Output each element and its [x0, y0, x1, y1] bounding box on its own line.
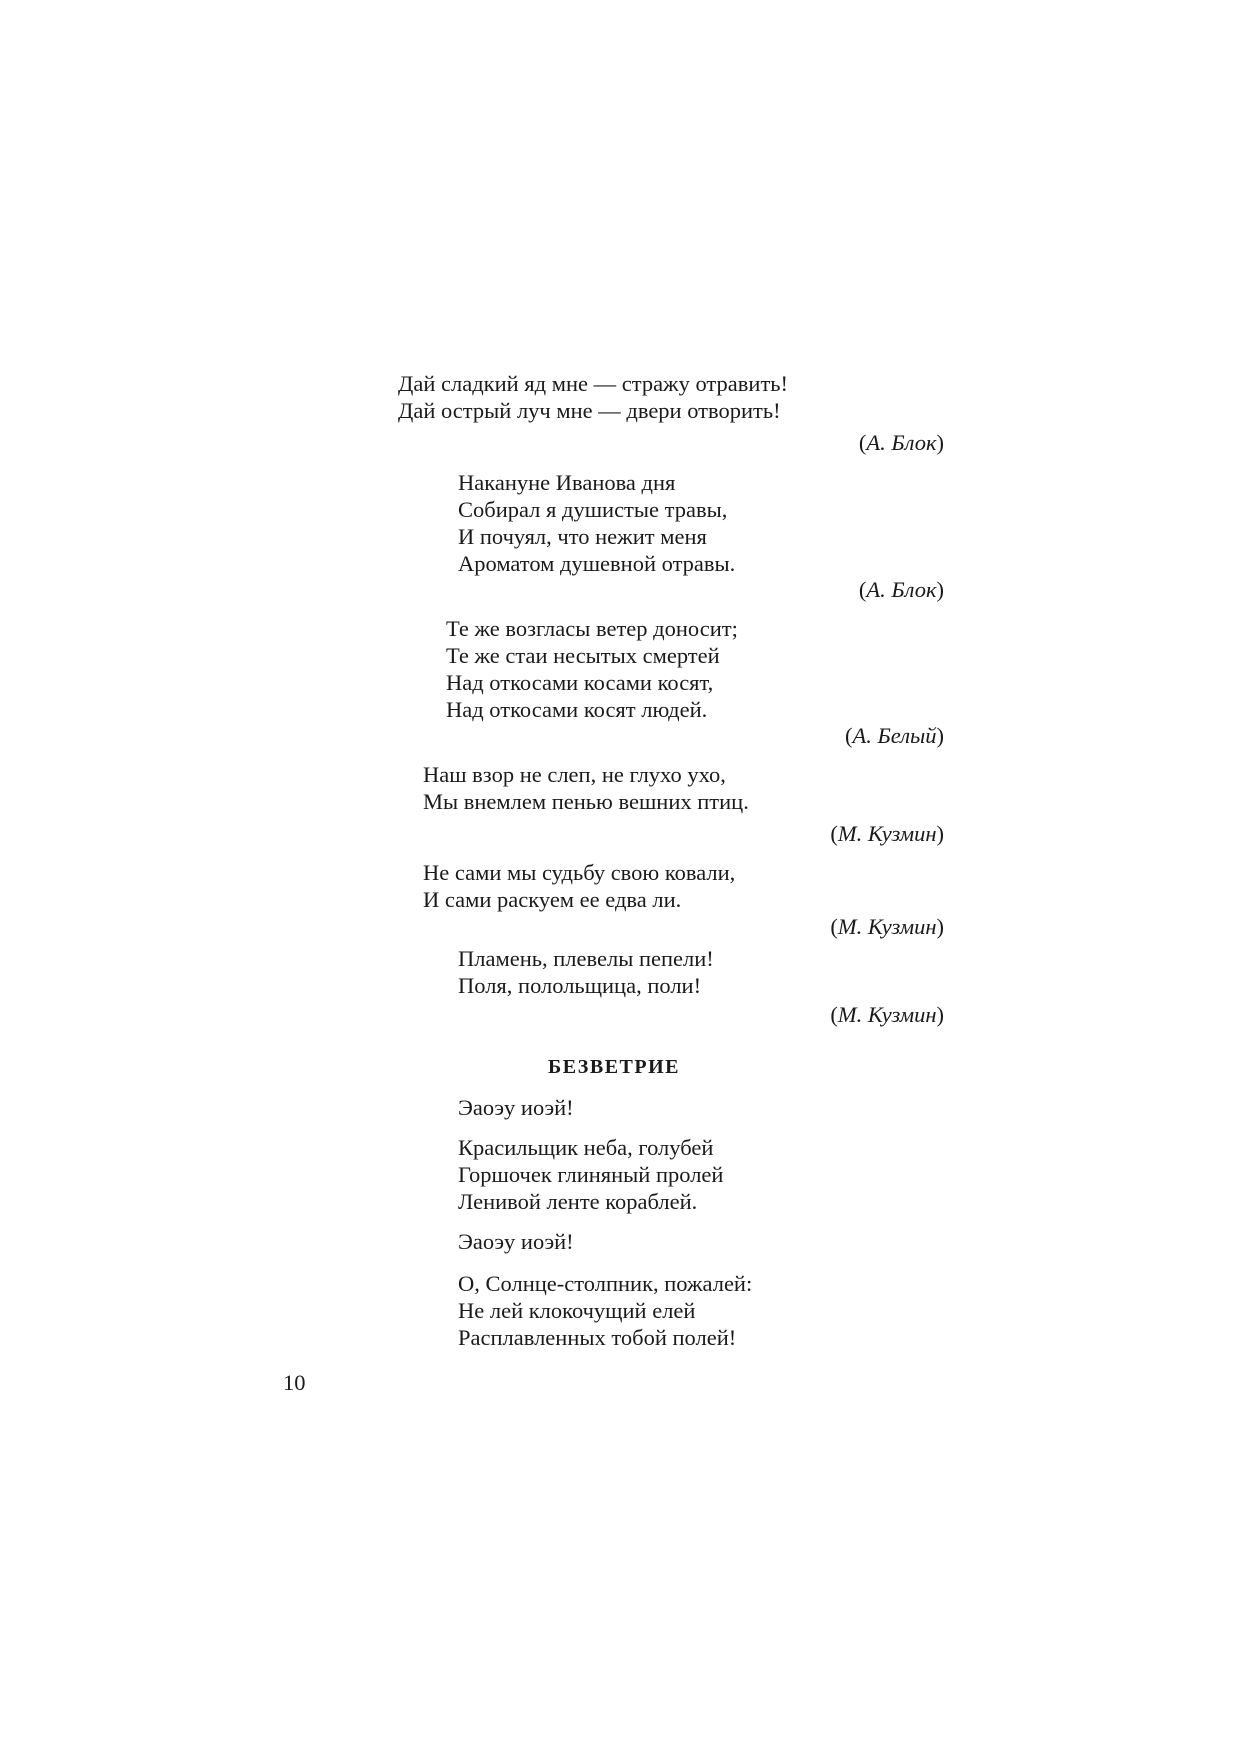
epigraph-2-line-1: Накануне Иванова дня — [458, 470, 676, 495]
attribution-author: А. Блок — [866, 577, 937, 602]
stanza-4-line-2: Не лей клокочущий елей — [458, 1298, 696, 1323]
epigraph-3-line-1: Те же возгласы ветер доносит; — [446, 616, 738, 641]
stanza-2-line-2: Горшочек глиняный пролей — [458, 1162, 724, 1187]
stanza-2-line-1: Красильщик неба, голубей — [458, 1135, 714, 1160]
epigraph-1-attribution: (А. Блок) — [858, 430, 944, 455]
page-number: 10 — [283, 1370, 306, 1395]
epigraph-6-attribution: (М. Кузмин) — [830, 1002, 944, 1027]
epigraph-1-line-2: Дай острый луч мне — двери отворить! — [398, 398, 781, 423]
epigraph-4-line-2: Мы внемлем пенью вешних птиц. — [423, 789, 749, 814]
epigraph-5-attribution: (М. Кузмин) — [830, 914, 944, 939]
stanza-4-line-1: О, Солнце-столпник, пожалей: — [458, 1271, 753, 1296]
attribution-author: А. Белый — [852, 723, 937, 748]
stanza-2-line-3: Ленивой ленте кораблей. — [458, 1189, 698, 1214]
epigraph-3-line-2: Те же стаи несытых смертей — [446, 643, 720, 668]
epigraph-2-line-3: И почуял, что нежит меня — [458, 524, 707, 549]
epigraph-4-attribution: (М. Кузмин) — [830, 821, 944, 846]
epigraph-5-line-2: И сами раскуем ее едва ли. — [423, 887, 682, 912]
epigraph-3-attribution: (А. Белый) — [845, 723, 944, 748]
epigraph-2-attribution: (А. Блок) — [858, 577, 944, 602]
poem-title: БЕЗВЕТРИЕ — [548, 1056, 680, 1078]
epigraph-6-line-2: Поля, полольщица, поли! — [458, 973, 702, 998]
epigraph-1-line-1: Дай сладкий яд мне — стражу отравить! — [398, 371, 789, 396]
epigraph-5-line-1: Не сами мы судьбу свою ковали, — [423, 860, 736, 885]
stanza-3-line-1: Эаоэу иоэй! — [458, 1229, 574, 1254]
stanza-4-line-3: Расплавленных тобой полей! — [458, 1325, 737, 1350]
stanza-1-line-1: Эаоэу иоэй! — [458, 1095, 574, 1120]
attribution-author: А. Блок — [866, 430, 937, 455]
attribution-author: М. Кузмин — [837, 821, 937, 846]
epigraph-4-line-1: Наш взор не слеп, не глухо ухо, — [423, 762, 726, 787]
attribution-author: М. Кузмин — [837, 1002, 937, 1027]
epigraph-6-line-1: Пламень, плевелы пепели! — [458, 946, 714, 971]
epigraph-2-line-4: Ароматом душевной отравы. — [458, 551, 736, 576]
epigraph-3-line-3: Над откосами косами косят, — [446, 670, 714, 695]
epigraph-2-line-2: Собирал я душистые травы, — [458, 497, 728, 522]
epigraph-3-line-4: Над откосами косят людей. — [446, 697, 708, 722]
attribution-author: М. Кузмин — [837, 914, 937, 939]
